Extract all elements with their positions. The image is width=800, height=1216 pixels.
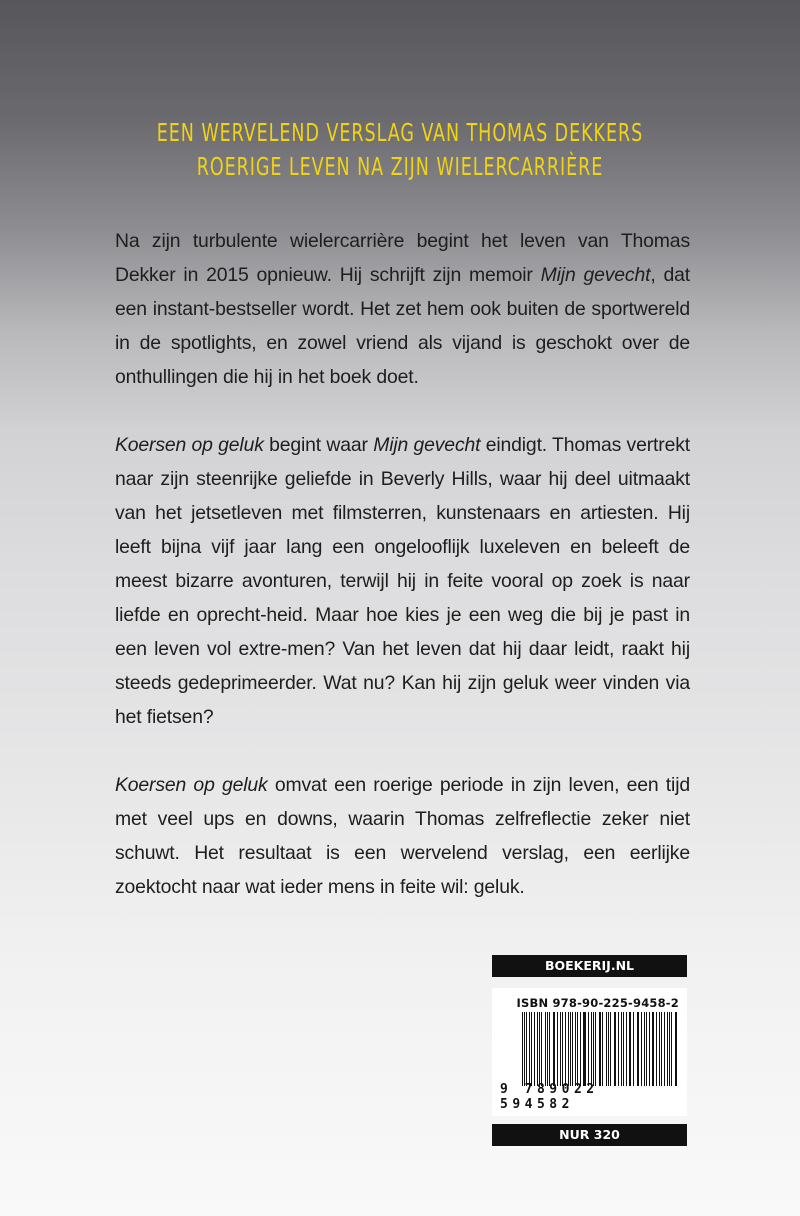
nur-label: NUR 320 bbox=[492, 1124, 687, 1146]
barcode-bars bbox=[522, 1012, 679, 1086]
paragraph-1 bbox=[115, 224, 690, 394]
publisher-label: BOEKERIJ.NL bbox=[492, 955, 687, 977]
cover-headline bbox=[88, 116, 712, 184]
text: , dat een instant-bestseller wordt. Het zet hem ook buiten de sportwereld in de spotlights, en zowel vriend als vijand is geschokt over de onthullingen die hij in het boek doet. bbox=[115, 264, 690, 388]
paragraph-3 bbox=[115, 768, 690, 904]
book-title: Mijn gevecht bbox=[373, 434, 481, 456]
barcode-block bbox=[492, 955, 687, 1146]
barcode-digits: 9 789022 594582 bbox=[500, 1082, 599, 1112]
isbn-barcode bbox=[492, 988, 687, 1116]
book-title: Koersen op geluk bbox=[115, 774, 268, 796]
paragraph-2 bbox=[115, 428, 690, 734]
blurb-text bbox=[115, 224, 690, 938]
text: Na zijn turbulente wielercarrière begint het leven van Thomas Dekker in 2015 opnieuw. Hij schrijft zijn memoir bbox=[115, 230, 690, 286]
book-title: Koersen op geluk bbox=[115, 434, 264, 456]
headline-line-2: ROERIGE LEVEN NA ZIJN WIELERCARRIÈRE bbox=[196, 152, 604, 181]
text: omvat een roerige periode in zijn leven, een tijd met veel ups en downs, waarin Thomas zelfreflectie zeker niet schuwt. Het resultaat is een wervelend verslag, een eerlijke zoektocht naar wat ieder mens in feite wil: geluk. bbox=[115, 774, 690, 898]
text: eindigt. Thomas vertrekt naar zijn steenrijke geliefde in Beverly Hills, waar hij deel uitmaakt van het jetsetleven met filmsterren, kunstenaars en artiesten. Hij leeft bijna vijf jaar lang een ongelooflijk luxeleven en beleeft de meest bizarre avonturen, terwijl hij in feite vooral op zoek is naar liefde en oprecht-heid. Maar hoe kies je een weg die bij je past in een leven vol extre-men? Van het leven dat hij daar leidt, raakt hij steeds gedeprimeerder. Wat nu? Kan hij zijn geluk weer vinden via het fietsen? bbox=[115, 434, 690, 728]
isbn-label: ISBN 978-90-225-9458-2 bbox=[516, 996, 679, 1010]
book-title: Mijn gevecht bbox=[540, 264, 651, 286]
text: begint waar bbox=[263, 434, 374, 456]
headline-line-1: EEN WERVELEND VERSLAG VAN THOMAS DEKKERS bbox=[156, 118, 644, 147]
